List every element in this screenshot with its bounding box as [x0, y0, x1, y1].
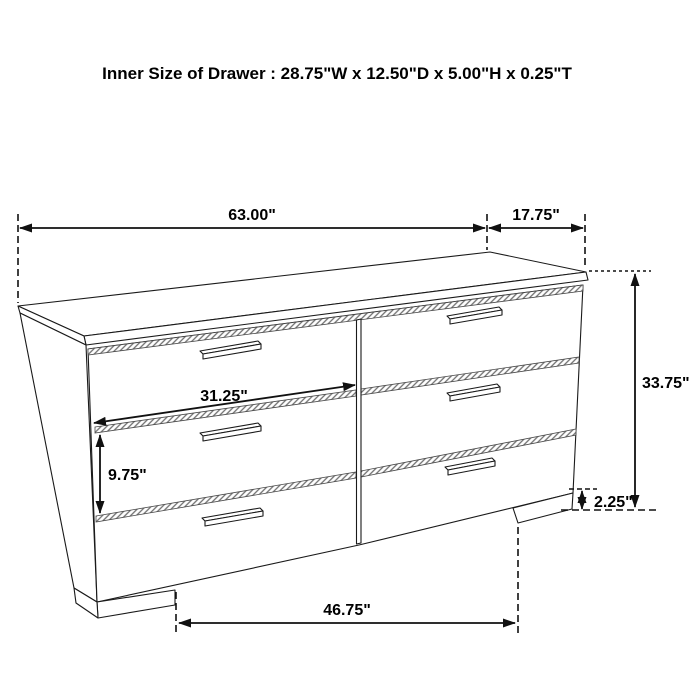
dimension-label-base-inner-width: 46.75" [323, 602, 371, 619]
dimension-label-overall-height: 33.75" [642, 375, 690, 392]
dimension-label-overall-width: 63.00" [228, 207, 276, 224]
dimension-label-drawer-width: 31.25" [200, 388, 248, 405]
dimension-label-overall-depth: 17.75" [512, 207, 560, 224]
dresser-side-panel [20, 313, 97, 602]
diagram-title: Inner Size of Drawer : 28.75"W x 12.50"D x 5.00"H x 0.25"T [102, 64, 572, 83]
dresser-illustration [18, 252, 588, 618]
dimension-label-drawer-height: 9.75" [108, 467, 147, 484]
drawer-column-divider [357, 319, 362, 544]
dimension-label-base-height: 2.25" [594, 494, 633, 511]
